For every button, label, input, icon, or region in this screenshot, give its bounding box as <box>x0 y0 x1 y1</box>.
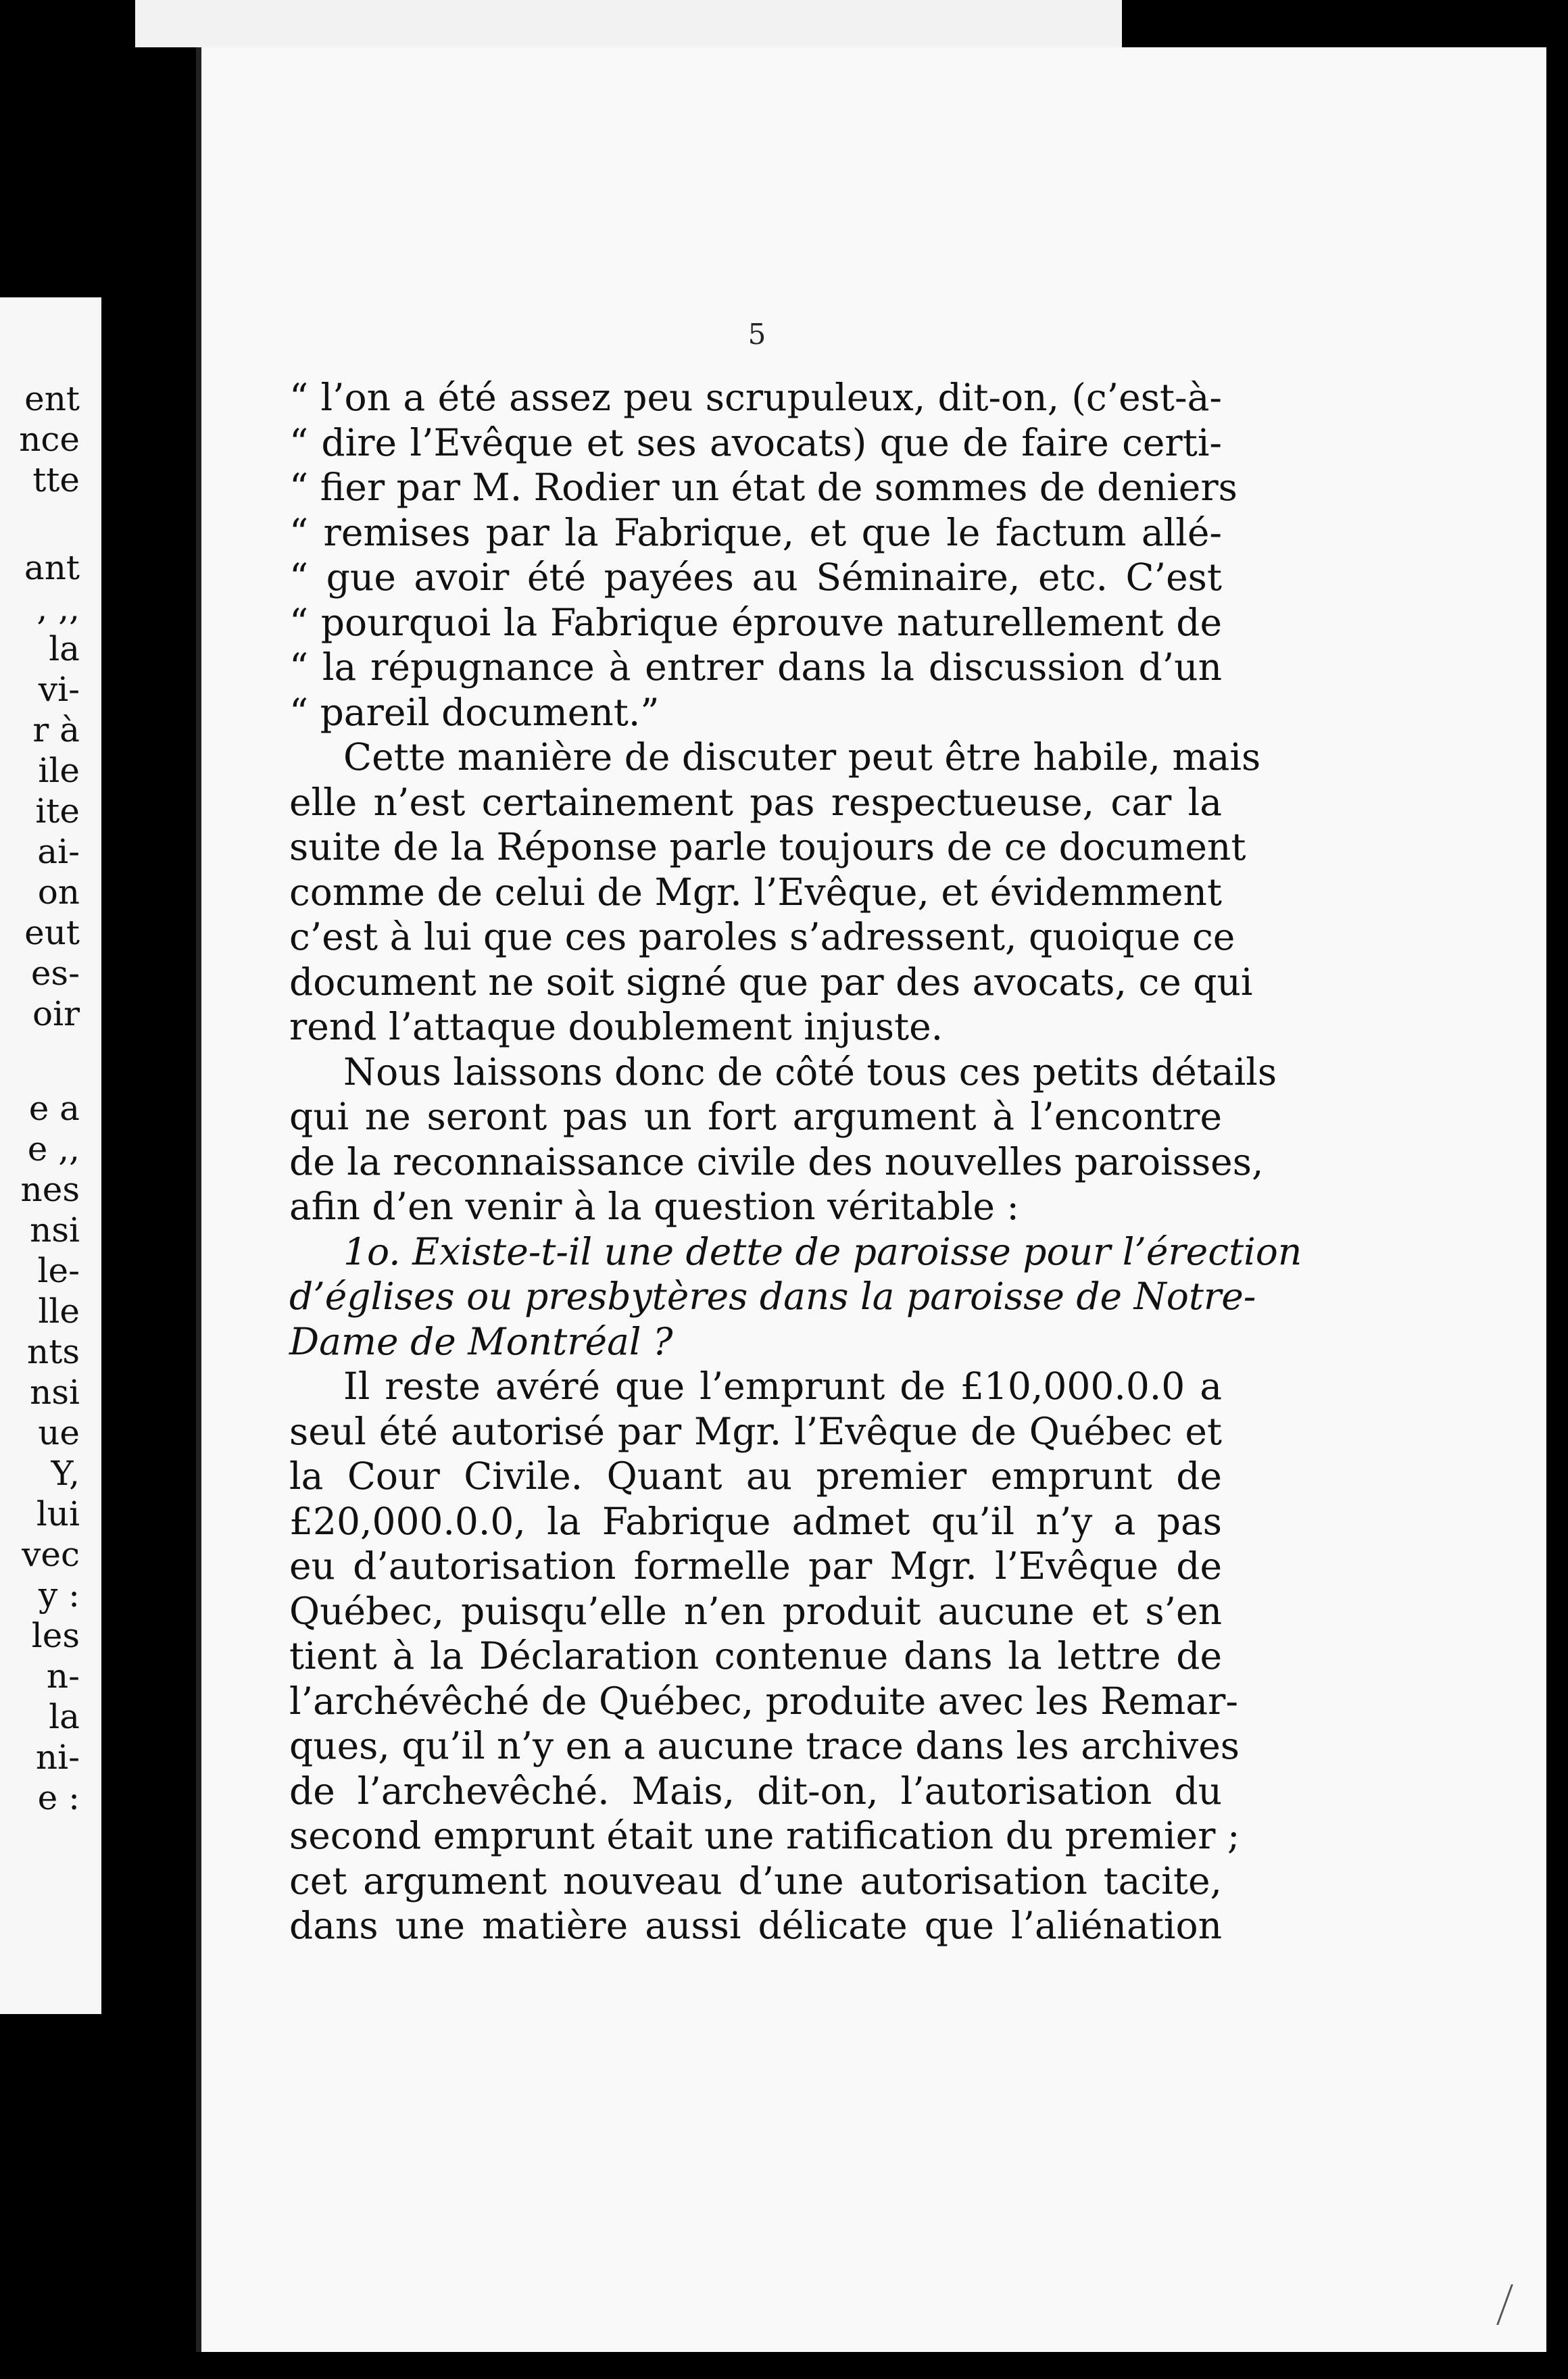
text-line: second emprunt était une ratification du premier ; <box>289 1814 1240 1857</box>
paragraph-start-line: Il reste avéré que l’emprunt de £10,000.0.0 a <box>343 1365 1222 1408</box>
adjacent-page-fragment: nsi <box>30 1210 80 1250</box>
page-corner-mark <box>1476 2284 1513 2325</box>
adjacent-page-fragment: ai- <box>37 832 80 871</box>
text-line: l’archévêché de Québec, produite avec les Remar- <box>289 1679 1238 1723</box>
adjacent-page-fragment: ant <box>24 548 80 587</box>
text-line: c’est à lui que ces paroles s’adressent, quoique ce <box>289 915 1235 958</box>
adjacent-page-fragment: nes <box>20 1170 80 1209</box>
body-text <box>289 375 1302 1948</box>
text-line: eu d’autorisation formelle par Mgr. l’Evêque de <box>289 1544 1222 1588</box>
adjacent-page-fragment: n- <box>46 1657 80 1696</box>
adjacent-page-fragment: nts <box>27 1332 80 1371</box>
text-line: £20,000.0.0, la Fabrique admet qu’il n’y a pas <box>289 1499 1222 1543</box>
question-line: Dame de Montréal ? <box>289 1319 673 1363</box>
adjacent-page-fragment: ile <box>38 751 80 790</box>
text-line: de l’archevêché. Mais, dit-on, l’autorisation du <box>289 1769 1222 1813</box>
question-line: 1o. Existe-t-il une dette de paroisse pour l’érection <box>343 1229 1302 1273</box>
adjacent-page-fragment: oir <box>32 994 80 1033</box>
text-line: “ dire l’Evêque et ses avocats) que de faire certi- <box>289 420 1222 464</box>
text-line: rend l’attaque doublement injuste. <box>289 1005 944 1048</box>
adjacent-page-fragment: y : <box>39 1575 80 1615</box>
adjacent-page-fragment: vi- <box>38 670 80 709</box>
question-line: d’églises ou presbytères dans la paroisse de Notre- <box>289 1275 1256 1318</box>
adjacent-page-fragment: r à <box>32 710 80 750</box>
adjacent-page-fragment: eut <box>24 913 80 952</box>
text-line: document ne soit signé que par des avocats, ce qui <box>289 960 1253 1004</box>
adjacent-page-fragment: les <box>31 1616 80 1655</box>
text-line: comme de celui de Mgr. l’Evêque, et évidemment <box>289 870 1222 914</box>
adjacent-page-fragment: vec <box>22 1535 80 1574</box>
adjacent-page-fragment: nce <box>19 420 80 459</box>
adjacent-page-fragment: le- <box>37 1251 80 1290</box>
paragraph-start-line: Cette manière de discuter peut être habile, mais <box>343 735 1261 779</box>
paragraph-start-line: Nous laissons donc de côté tous ces petits détails <box>343 1050 1277 1094</box>
adjacent-page-fragment: ent <box>24 379 80 418</box>
adjacent-page-strip <box>0 297 101 2014</box>
text-line: tient à la Déclaration contenue dans la lettre de <box>289 1634 1222 1677</box>
adjacent-page-fragment: es- <box>30 954 80 993</box>
text-line: “ remises par la Fabrique, et que le factum allé- <box>289 510 1222 554</box>
text-line: la Cour Civile. Quant au premier emprunt de <box>289 1454 1222 1498</box>
adjacent-page-fragment: e ,, <box>27 1129 80 1169</box>
adjacent-page-fragment: , ,, <box>36 589 80 628</box>
adjacent-page-fragment: ue <box>38 1413 80 1452</box>
adjacent-page-fragment: ni- <box>35 1738 80 1777</box>
text-line: “ gue avoir été payées au Séminaire, etc. C’est <box>289 556 1222 599</box>
adjacent-page-fragment: la <box>49 1697 80 1736</box>
page-top-edge <box>135 0 1122 47</box>
adjacent-page-fragment: tte <box>32 460 80 499</box>
adjacent-page-fragment: e : <box>37 1778 80 1817</box>
text-line: “ pareil document.” <box>289 690 660 734</box>
text-line: ques, qu’il n’y en a aucune trace dans les archives <box>289 1724 1240 1767</box>
text-line: dans une matière aussi délicate que l’aliénation <box>289 1904 1222 1947</box>
text-line: “ fier par M. Rodier un état de sommes de deniers <box>289 466 1238 509</box>
text-line: afin d’en venir à la question véritable : <box>289 1185 1019 1228</box>
text-line: seul été autorisé par Mgr. l’Evêque de Québec et <box>289 1409 1222 1453</box>
adjacent-page-fragment: ite <box>35 791 80 831</box>
text-line: “ l’on a été assez peu scrupuleux, dit-on, (c’est-à- <box>289 376 1222 419</box>
text-line: elle n’est certainement pas respectueuse, car la <box>289 780 1222 824</box>
text-line: de la reconnaissance civile des nouvelles paroisses, <box>289 1139 1264 1183</box>
text-line: cet argument nouveau d’une autorisation tacite, <box>289 1859 1222 1903</box>
adjacent-page-fragment: nsi <box>30 1373 80 1412</box>
text-line: “ la répugnance à entrer dans la discussion d’un <box>289 645 1222 689</box>
adjacent-page-fragment: e a <box>28 1089 80 1128</box>
adjacent-page-fragment: la <box>49 629 80 668</box>
text-line: qui ne seront pas un fort argument à l’encontre <box>289 1095 1222 1138</box>
text-line: “ pourquoi la Fabrique éprouve naturellement de <box>289 600 1222 644</box>
page-number: 5 <box>748 318 766 351</box>
adjacent-page-fragment: on <box>37 873 80 912</box>
adjacent-page-fragment: lui <box>36 1494 80 1534</box>
adjacent-page-fragment: Y, <box>51 1454 80 1493</box>
text-line: suite de la Réponse parle toujours de ce document <box>289 825 1246 868</box>
text-line: Québec, puisqu’elle n’en produit aucune et s’en <box>289 1589 1222 1633</box>
adjacent-page-fragment: lle <box>38 1292 80 1331</box>
